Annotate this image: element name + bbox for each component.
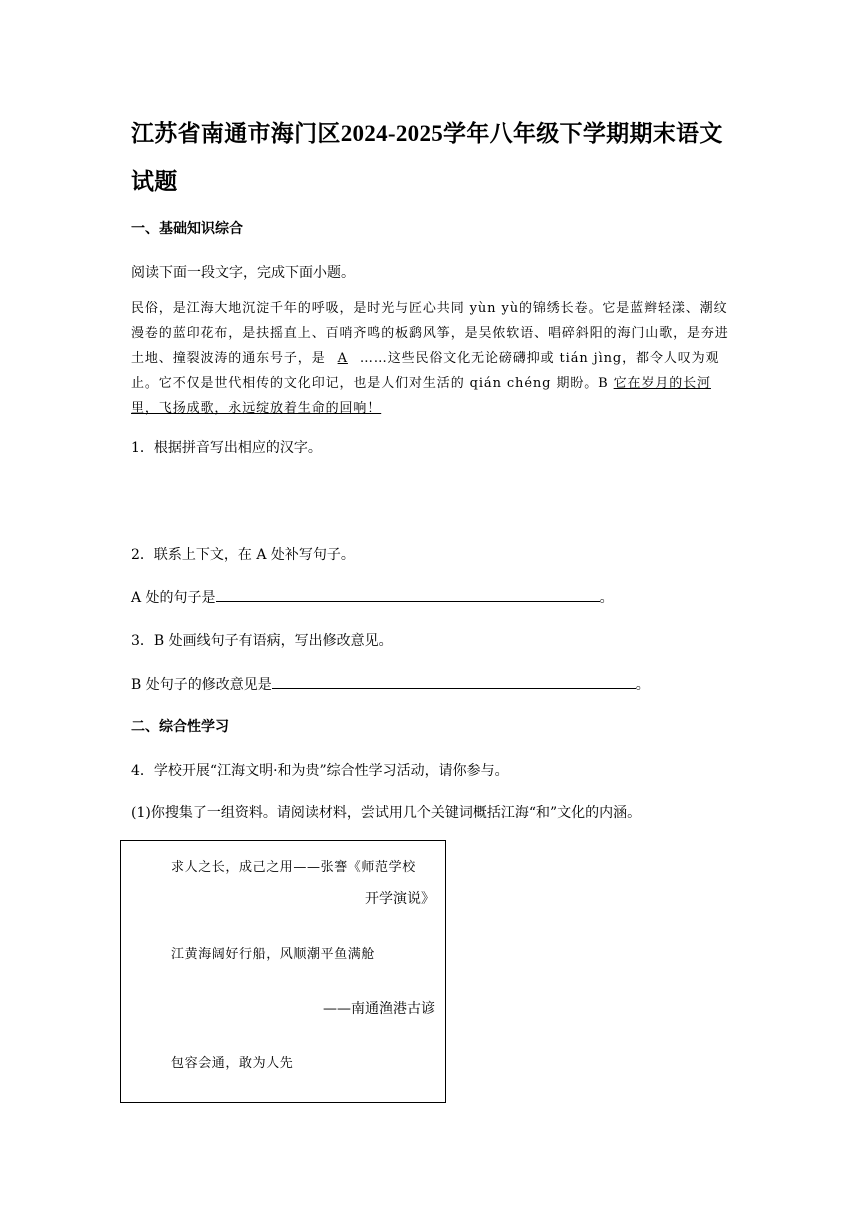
reading-passage [131,296,736,421]
material-quote-2-source: ——南通渔港古谚 [323,1001,435,1017]
question-3-answer-line [131,674,650,694]
material-quote-2: 江黄海阔好行船，风顺潮平鱼满舱 [171,947,376,962]
answer-suffix: 。 [599,590,614,606]
section-heading-comprehensive-learning: 二、综合性学习 [131,719,229,735]
passage-text-part2: ……这些民俗文化无论磅礴抑或 tián jìng，都令人叹为观止。它不仅是世代相传的文化印记，也是人们对生活的 qián chéng 期盼。B [131,351,720,391]
answer-suffix: 。 [635,677,650,693]
answer-prefix: A 处的句子是 [131,590,216,606]
answer-blank-line[interactable] [272,676,636,689]
question-2: 2．联系上下文，在 A 处补写句子。 [131,547,355,563]
material-quote-1: 求人之长，成己之用——张謇《师范学校 [171,860,416,875]
material-quote-1-continued: 开学演说》 [365,891,435,907]
answer-prefix: B 处句子的修改意见是 [131,677,272,693]
question-3: 3．B 处画线句子有语病，写出修改意见。 [131,633,393,649]
passage-blank-a: A [337,351,348,366]
passage-underlined-sentence-b: 它在岁月的长河里，飞扬成歌，永远绽放着生命的回响！ [131,376,711,416]
reading-instruction: 阅读下面一段文字，完成下面小题。 [131,265,355,281]
page-title: 江苏省南通市海门区2024-2025学年八年级下学期期末语文试题 [131,121,723,194]
answer-blank-line[interactable] [216,589,600,602]
passage-text-part1: 民俗，是江海大地沉淀千年的呼吸，是时光与匠心共同 yùn yù的锦绣长卷。它是蓝辫轻漾、潮纹漫卷的蓝印花布，是扶摇直上、百哨齐鸣的板鹞风筝，是吴侬软语、唱碎斜阳的海门山歌，是夯进土地、撞裂波涛的通东号子，是 [131,301,729,366]
question-2-answer-line [131,587,614,607]
question-4-sub-1: (1)你搜集了一组资料。请阅读材料，尝试用几个关键词概括江海“和”文化的内涵。 [131,805,642,821]
question-4: 4．学校开展“江海文明·和为贵”综合性学习活动，请你参与。 [131,763,509,779]
materials-box [120,840,446,1103]
section-heading-basic-knowledge: 一、基础知识综合 [131,221,243,237]
question-1: 1．根据拼音写出相应的汉字。 [131,440,322,456]
material-quote-3: 包容会通，敢为人先 [171,1056,294,1071]
